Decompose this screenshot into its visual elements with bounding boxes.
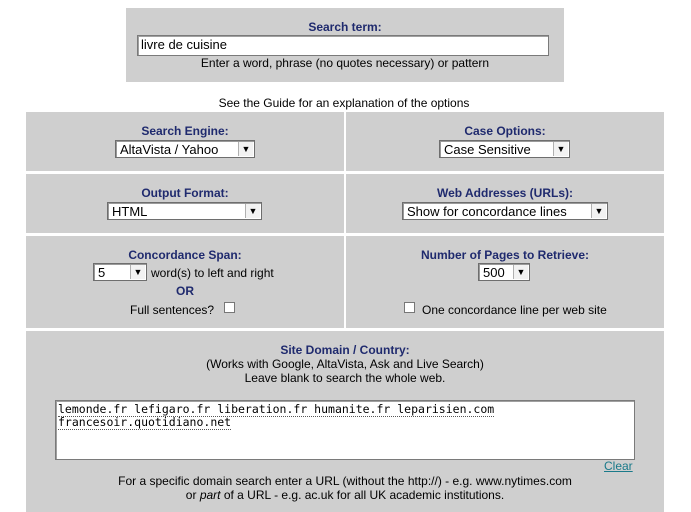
or-label: OR [176, 284, 194, 298]
full-sentences-label: Full sentences? [130, 303, 215, 317]
domain-textarea[interactable] [55, 400, 635, 460]
output-format-label: Output Format: [141, 186, 229, 200]
domain-panel [26, 331, 664, 512]
span-select[interactable] [93, 263, 147, 281]
guide-text: See the Guide for an explanation of the options [218, 96, 470, 110]
case-options-cell [346, 112, 664, 171]
span-value: 5 [98, 265, 106, 280]
web-addresses-select[interactable] [402, 202, 608, 220]
chevron-down-icon: ▼ [130, 265, 145, 279]
web-addresses-label: Web Addresses (URLs): [436, 186, 574, 200]
chevron-down-icon: ▼ [245, 204, 260, 218]
chevron-down-icon: ▼ [513, 265, 528, 279]
output-format-select[interactable] [107, 202, 262, 220]
concordance-span-label: Concordance Span: [128, 248, 242, 262]
full-sentences-checkbox[interactable] [224, 302, 235, 313]
output-format-cell [26, 174, 344, 233]
domain-help-2 [26, 488, 664, 502]
search-term-label: Search term: [308, 20, 382, 34]
search-engine-value: AltaVista / Yahoo [120, 142, 219, 157]
search-engine-label: Search Engine: [141, 124, 229, 138]
chevron-down-icon: ▼ [238, 142, 253, 156]
chevron-down-icon: ▼ [553, 142, 568, 156]
domain-line-1: lemonde.fr lefigaro.fr liberation.fr humanite.fr leparisien.com [58, 402, 495, 416]
clear-link[interactable]: Clear [604, 459, 633, 473]
case-options-select[interactable] [439, 140, 570, 158]
domain-note-blank: Leave blank to search the whole web. [244, 371, 446, 385]
search-panel [126, 8, 564, 82]
output-format-value: HTML [112, 204, 148, 219]
pages-cell [346, 236, 664, 328]
search-input[interactable]: livre de cuisine [137, 35, 549, 56]
search-engine-select[interactable] [115, 140, 255, 158]
span-suffix: word(s) to left and right [151, 266, 274, 280]
one-line-label: One concordance line per web site [422, 303, 607, 317]
domain-line-2: francesoir.quotidiano.net [58, 415, 232, 429]
pages-label: Number of Pages to Retrieve: [420, 248, 590, 262]
chevron-down-icon: ▼ [591, 204, 606, 218]
search-hint: Enter a word, phrase (no quotes necessary) or pattern [200, 56, 490, 70]
search-engine-cell [26, 112, 344, 171]
pages-value: 500 [483, 265, 505, 280]
domain-note-engines: (Works with Google, AltaVista, Ask and Live Search) [206, 357, 484, 371]
domain-help-1: For a specific domain search enter a URL (without the http://) - e.g. www.nytimes.com [118, 474, 572, 488]
domain-help-2-em: part [199, 488, 221, 502]
domain-help-2-post: of a URL - e.g. ac.uk for all UK academic institutions. [220, 488, 505, 502]
web-addresses-value: Show for concordance lines [407, 204, 567, 219]
web-addresses-cell [346, 174, 664, 233]
pages-select[interactable] [478, 263, 530, 281]
domain-label: Site Domain / Country: [280, 343, 410, 357]
case-options-label: Case Options: [464, 124, 546, 138]
one-line-checkbox[interactable] [404, 302, 415, 313]
domain-help-2-pre: or [185, 488, 200, 502]
case-options-value: Case Sensitive [444, 142, 531, 157]
concordance-span-cell [26, 236, 344, 328]
